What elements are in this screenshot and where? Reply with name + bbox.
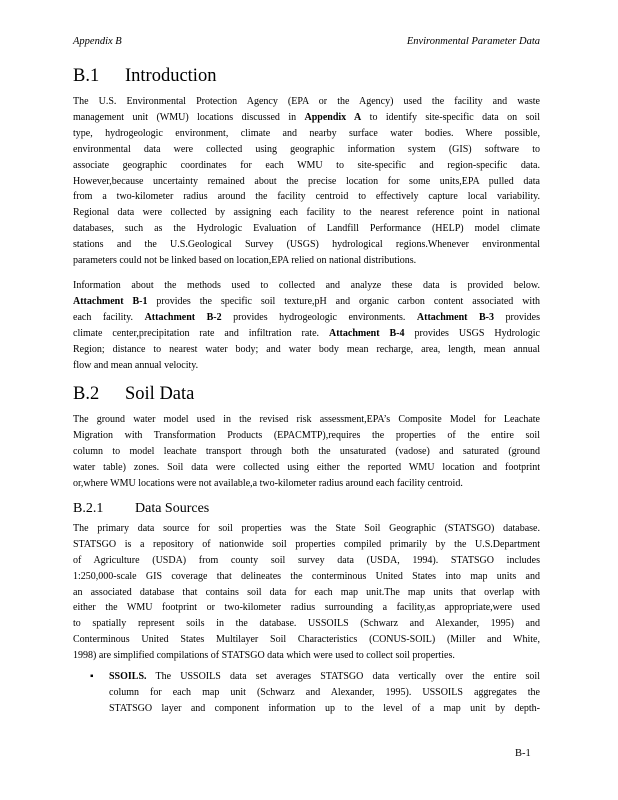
text-line: either the WMU footprint or two-kilometer radius surrounding a facility,as appropriate,were used	[73, 602, 540, 614]
text-line: of Agriculture (USDA) from county soil survey data (USDA, 1994). STATSGO includes	[73, 554, 540, 566]
text-run: The USSOILS data set averages STATSGO data vertically over the entire soil	[146, 671, 540, 683]
section-title: Soil Data	[125, 384, 195, 405]
spacer	[73, 269, 540, 278]
text-line: stations and the U.S.Geological Survey (USGS) hydrological regions.Whenever environmental	[73, 239, 540, 251]
section-number: B.2	[73, 384, 100, 405]
text-line: 1:250,000-scale GIS coverage that delineates the conterminous United States into map units and	[73, 570, 540, 582]
text-line: or,where WMU locations were not available,a two-kilometer radius around each facility centroid.	[73, 478, 463, 490]
subsection-heading-b21	[73, 500, 540, 518]
spacer	[73, 373, 540, 382]
text-line	[73, 294, 540, 310]
header-right: Environmental Parameter Data	[406, 36, 540, 47]
text-line: Region; distance to nearest water body; and water body mean recharge, area, length, mean annual	[73, 343, 540, 355]
text-run: climate center,precipitation rate and infiltration rate.	[73, 327, 329, 339]
section-title: Introduction	[125, 66, 217, 86]
text-line: The ground water model used in the revised risk assessment,EPA’s Composite Model for Leachate	[73, 414, 540, 426]
soil-paragraph	[73, 412, 540, 492]
appendix-a-ref: Appendix A	[304, 111, 362, 123]
text-line: column to model leachate transport through both the unsaturated (vadose) and saturated (ground	[73, 446, 540, 458]
bullet-label: SSOILS.	[109, 671, 147, 683]
section-heading-b1	[73, 64, 540, 88]
attachment-b3-ref: Attachment B-3	[416, 311, 494, 323]
bullet-square-icon: ▪	[90, 671, 94, 683]
text-line: Conterminous United States Multilayer Soil Characteristics (CONUS-SOIL) (Miller and White,	[73, 634, 540, 646]
text-line: However,because uncertainty remained about the precise location for some units,EPA pulled data	[73, 175, 540, 187]
text-line: parameters could not be linked based on location,EPA relied on national distributions.	[73, 255, 417, 267]
attachment-b2-ref: Attachment B-2	[144, 311, 222, 323]
text-line: Migration with Transformation Products (EPACMTP),requires the properties of the entire soil	[73, 430, 540, 442]
text-line	[73, 326, 540, 342]
page-number: B-1	[515, 748, 531, 759]
text-run: each facility.	[73, 311, 145, 323]
text-line	[109, 669, 540, 685]
text-line: water table) zones. Soil data were collected using either the reported WMU location and footprint	[73, 462, 540, 474]
text-line: to spatially represent soils in the database. USSOILS (Schwarz and Alexander, 1995) and	[73, 618, 540, 630]
intro-paragraph-1	[73, 94, 540, 269]
subsection-number: B.2.1	[73, 500, 104, 516]
text-line: environmental data were collected using geographic information system (GIS) software to	[73, 143, 540, 155]
text-line: STATSGO layer and component information up to the level of a map unit by depth-	[109, 702, 540, 714]
text-line: column for each map unit (Schwarz and Alexander, 1995). USSOILS aggregates the	[109, 687, 540, 698]
page-content	[73, 64, 540, 717]
text-run: provides hydrogeologic environments.	[221, 311, 417, 323]
text-line: STATSGO is a repository of nationwide soil properties compiled primarily by the U.S.Department	[73, 538, 540, 550]
text-line: Information about the methods used to collected and analyze these data is provided below.	[73, 279, 540, 291]
ussoils-bullet	[73, 669, 540, 717]
text-line: an associated database that contains soil data for each map unit.The map units that overlap with	[73, 586, 540, 598]
text-run: management unit (WMU) locations discussed in	[73, 111, 305, 123]
attachment-b4-ref: Attachment B-4	[329, 327, 405, 339]
text-run: provides	[494, 311, 540, 323]
spacer	[73, 492, 540, 500]
text-line: The U.S. Environmental Protection Agency (EPA or the Agency) used the facility and waste	[73, 96, 540, 107]
text-line	[73, 110, 540, 126]
text-line: associate geographic coordinates for each WMU to site-specific and region-specific data.	[73, 159, 540, 171]
text-line: from a two-kilometer radius around the facility centroid to effectively capture local variability.	[73, 191, 540, 203]
data-sources-paragraph	[73, 521, 540, 664]
text-line: The primary data source for soil properties was the State Soil Geographic (STATSGO) database.	[73, 522, 540, 534]
text-line: type, hydrogeologic environment, climate and nearby surface water bodies. Where possible,	[73, 127, 540, 139]
text-line: Regional data were collected by assigning each facility to the nearest reference point in national	[73, 207, 540, 219]
page-header	[73, 36, 540, 47]
text-line: 1998) are simplified compilations of STATSGO data which were used to collect soil properties.	[73, 650, 455, 662]
attachment-b1-ref: Attachment B-1	[73, 295, 148, 307]
text-run: provides USGS Hydrologic	[404, 327, 540, 339]
text-line	[73, 310, 540, 326]
header-left: Appendix B	[73, 36, 122, 47]
text-line: databases, such as the Hydrologic Evaluation of Landfill Performance (HELP) model climate	[73, 223, 540, 235]
intro-paragraph-2	[73, 278, 540, 373]
text-line: flow and mean annual velocity.	[73, 359, 199, 371]
subsection-title: Data Sources	[135, 500, 210, 516]
section-number: B.1	[73, 66, 100, 86]
text-run: provides the specific soil texture,pH and organic carbon content associated with	[147, 295, 540, 307]
section-heading-b2	[73, 382, 540, 406]
text-run: to identify site-specific data on soil	[361, 111, 540, 123]
